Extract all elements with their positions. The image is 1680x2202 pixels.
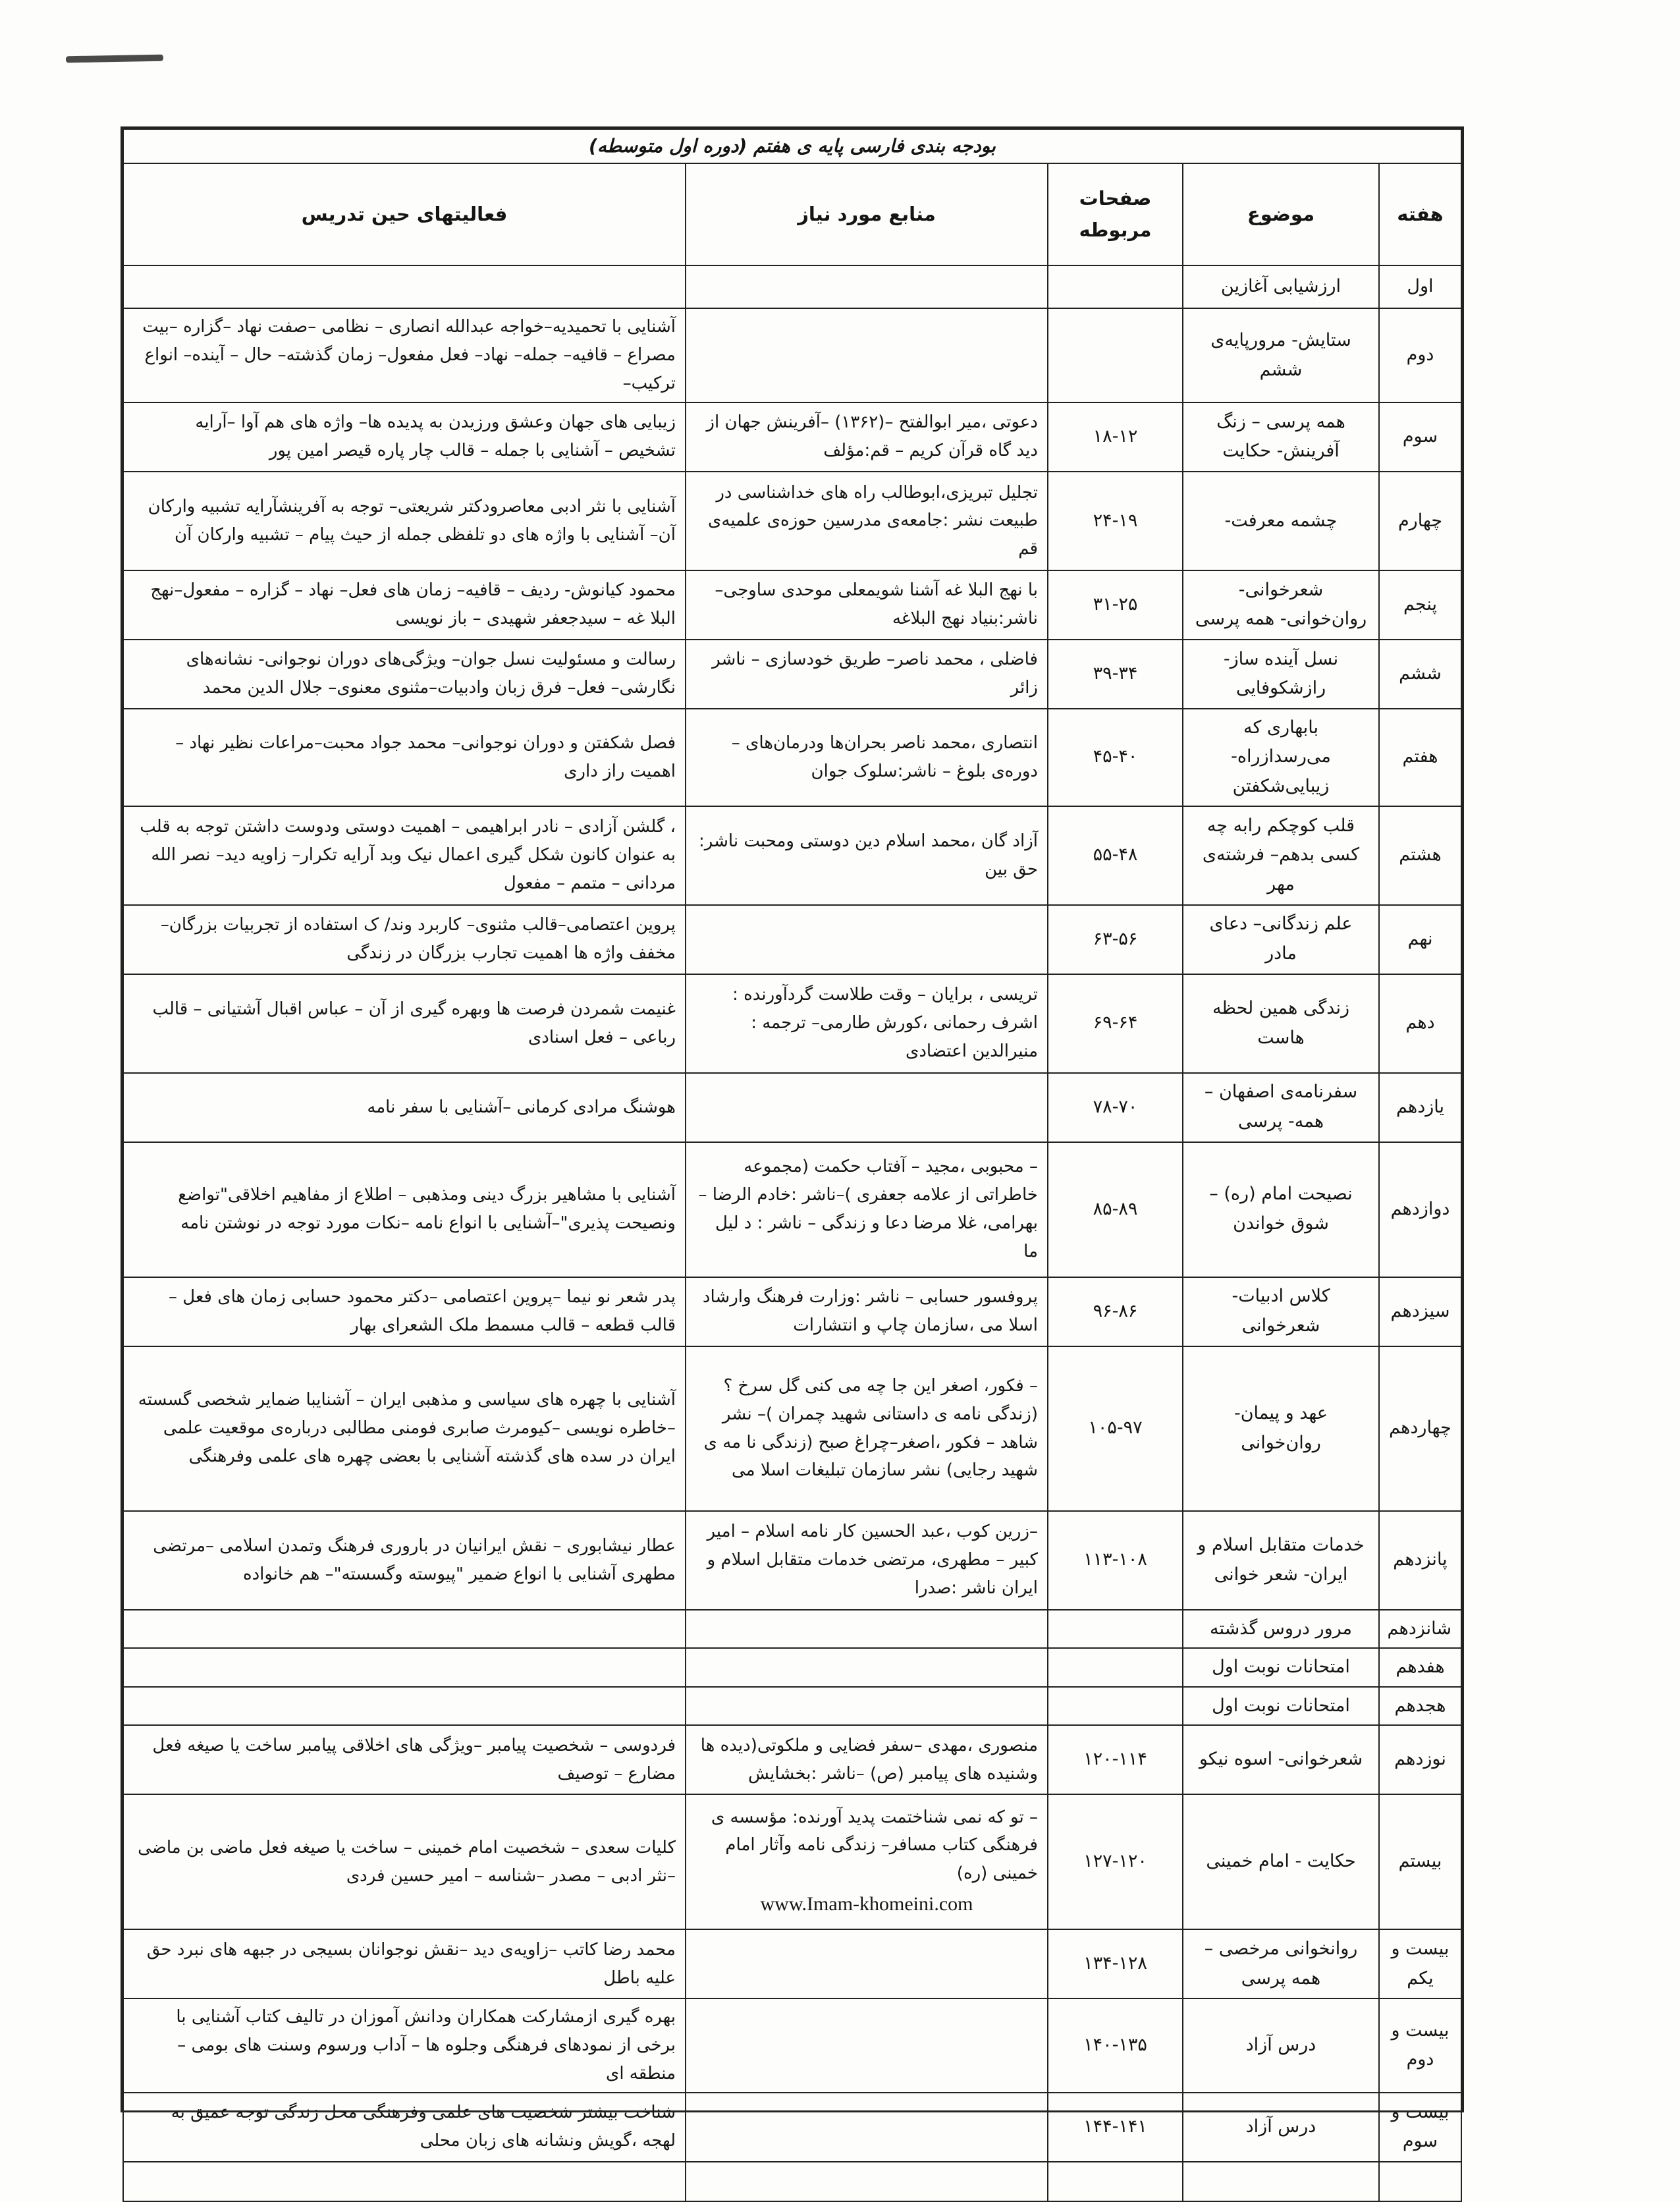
week-cell-text: ششم [1399,663,1442,684]
topic-cell-text: ستایش- مرورپایه‌ی ششم [1210,329,1351,380]
activities-cell-text: آشنایی با نثر ادبی معاصرودکتر شریعتی– توجه به آفرینشآرایه تشبیه وارکان آن– آشنایی با واژه های دو تلفظی جمله از حیث پیام – تشبیه وارکان آن [148,496,676,545]
topic-cell [1183,974,1379,1073]
activities-cell-text: عطار نیشابوری – نقش ایرانیان در باروری فرهنگ وتمدن اسلامی –مرتضی مطهری آشنایی با انواع ضمیر "پیوسته وگسسته"– هم خانواده [153,1535,676,1584]
sources-cell [686,806,1048,905]
sources-cell [686,2093,1048,2162]
week-cell [1379,570,1461,640]
table-row [123,1794,1461,1929]
sources-cell-text: –زرین کوب ،عبد الحسین کار نامه اسلام – امیر کبیر – مطهری، مرتضی خدمات متقابل اسلام و ایران ناشر :صدرا [707,1522,1038,1598]
week-cell [1379,806,1461,905]
sources-cell [686,1346,1048,1511]
week-cell [1379,2093,1461,2162]
week-cell [1379,974,1461,1073]
activities-cell [123,1511,686,1610]
topic-cell-text: ارزشیابی آغازین [1220,276,1341,297]
header-row [123,163,1461,265]
table-row [123,1511,1461,1610]
topic-cell [1183,402,1379,472]
header-sources: منابع مورد نیاز [686,163,1048,265]
sources-cell-text: دعوتی ،میر ابوالفتح –(۱۳۶۲) –آفرینش جهان از دید گاه قرآن کریم – قم:مؤلف [706,412,1038,461]
sources-cell [686,1511,1048,1610]
table-row [123,472,1461,570]
sources-cell-text: – فکور، اصغر این جا چه می کنی گل سرخ ؟ (زندگی نامه ی داستانی شهید چمران )– نشر شاهد – فکور ،اصغر–چراغ صبح (زندگی نا مه ی شهید رجایی) نشر سازمان تبلیغات اسلا می [703,1375,1038,1481]
budget-table [122,128,1462,2202]
week-cell-text: پانزدهم [1393,1549,1448,1570]
sources-cell-text: تریسی ، برایان – وقت طلاست گردآورنده : اشرف رحمانی ،کورش طارمی– ترجمه : منیرالدین اعتضادی [732,985,1038,1061]
topic-cell [1183,472,1379,570]
topic-cell [1183,1346,1379,1511]
pages-cell [1048,1346,1183,1511]
week-cell [1379,2162,1461,2201]
sources-cell [686,472,1048,570]
week-cell [1379,308,1461,402]
week-cell-text: سوم [1402,426,1438,447]
sources-cell-text: تجلیل تبریزی،ابوطالب راه های خداشناسی در طبیعت نشر :جامعه‌ی مدرسین حوزه‌ی علمیه‌ی قم [708,482,1038,559]
activities-cell [123,1998,686,2093]
sources-cell [686,265,1048,308]
sources-cell [686,709,1048,806]
week-cell-text: دوم [1406,344,1434,366]
activities-cell [123,1687,686,1726]
header-pages: صفحات مربوطه [1048,163,1183,265]
activities-cell-text: کلیات سعدی – شخصیت امام خمینی – ساخت یا صیغه فعل ماضی بن ماضی –نثر ادبی – مصدر –شناسه – امیر حسین فردی [138,1837,676,1886]
activities-cell-text: آشنایی با مشاهیر بزرگ دینی ومذهبی – اطلاع از مفاهیم اخلاقی"تواضع ونصیحت پذیری"–آشنایی با انواع نامه –نکات مورد توجه در نوشتن نامه [178,1185,676,1233]
pages-cell [1048,308,1183,402]
activities-cell [123,1794,686,1929]
pages-cell-text: ۱۲۰-۱۱۴ [1083,1749,1147,1770]
topic-cell-text: زندگی همین لحظه هاست [1212,997,1350,1048]
week-cell [1379,265,1461,308]
topic-cell-text: خدمات متقابل اسلام و ایران- شعر خوانی [1197,1534,1365,1585]
pages-cell-text: ۵۵-۴۸ [1093,844,1138,866]
topic-cell [1183,1929,1379,1998]
table-title: بودجه بندی فارسی پایه ی هفتم (دوره اول متوسطه) [123,129,1461,163]
activities-cell [123,1725,686,1794]
pages-cell [1048,1687,1183,1726]
activities-cell [123,1346,686,1511]
topic-cell-text: شعرخوانی- روان‌خوانی- همه پرسی [1195,579,1367,630]
activities-cell [123,806,686,905]
week-cell [1379,1610,1461,1649]
topic-cell [1183,905,1379,974]
week-cell [1379,1794,1461,1929]
sources-cell [686,1794,1048,1929]
pages-cell [1048,974,1183,1073]
sources-cell [686,308,1048,402]
pages-cell-text: ۱۱۳-۱۰۸ [1083,1549,1147,1570]
pages-cell-text: ۳۹-۳۴ [1093,663,1138,684]
week-cell-text: هشتم [1399,844,1442,866]
sources-cell-text: با نهج البلا غه آشنا شویمعلی موحدی ساوجی– ناشر:بنیاد نهج البلاغه [715,580,1038,629]
pages-cell [1048,472,1183,570]
table-row [123,640,1461,709]
activities-cell [123,640,686,709]
sources-cell-text: پروفسور حسابی – ناشر :وزارت فرهنگ وارشاد اسلا می ،سازمان چاپ و انتشارات [702,1287,1038,1335]
activities-cell-text: غنیمت شمردن فرصت ها وبهره گیری از آن – عباس اقبال آشتیانی – قالب رباعی – فعل اسنادی [152,999,676,1047]
week-cell-text: بیست و دوم [1391,2020,1450,2070]
activities-cell [123,265,686,308]
week-cell-text: هفدهم [1395,1657,1445,1678]
activities-cell [123,308,686,402]
topic-cell [1183,2162,1379,2201]
table-row [123,265,1461,308]
pages-cell-text: ۱۴۴-۱۴۱ [1083,2116,1147,2137]
topic-cell-text: علم زندگانی– دعای مادر [1209,914,1353,964]
pages-cell [1048,1725,1183,1794]
activities-cell [123,570,686,640]
sources-cell [686,570,1048,640]
table-row [123,1346,1461,1511]
pages-cell-text: ۷۸-۷۰ [1093,1096,1138,1117]
activities-cell-text: ، گلشن آزادی – نادر ابراهیمی – اهمیت دوستی ودوست داشتن توجه به قلب به عنوان کانون شکل گیری اعمال نیک وبد آرایه تکرار– زاویه دید– نصر الله مردانی – متمم – مفعول [140,817,676,893]
table-row [123,1610,1461,1649]
week-cell-text: هفتم [1402,746,1438,767]
week-cell-text: شانزدهم [1387,1618,1451,1639]
activities-cell [123,1929,686,1998]
week-cell [1379,905,1461,974]
week-cell-text: بیستم [1398,1851,1442,1872]
topic-cell [1183,1142,1379,1277]
sources-cell [686,640,1048,709]
topic-cell-text: بابهاری که می‌رسدازراه- زیبایی‌شکفتن [1231,717,1331,796]
topic-cell-text: سفرنامه‌ی اصفهان – همه- پرسی [1204,1082,1358,1132]
table-row [123,1073,1461,1142]
topic-cell [1183,1511,1379,1610]
sources-cell [686,1929,1048,1998]
activities-cell-text: فصل شکفتن و دوران نوجوانی– محمد جواد محبت–مراعات نظیر نهاد – اهمیت راز داری [175,732,676,781]
week-cell-text: بیست و یکم [1391,1939,1450,1989]
table-row [123,1687,1461,1726]
topic-cell [1183,1648,1379,1687]
table-row [123,1277,1461,1346]
topic-cell-text: امتحانات نوبت اول [1212,1657,1350,1678]
header-week: هفته [1379,163,1461,265]
topic-cell-text: درس آزاد [1245,2035,1316,2056]
week-cell-text: سیزدهم [1390,1300,1450,1321]
topic-cell-text: چشمه معرفت- [1224,510,1338,531]
table-row [123,806,1461,905]
sources-cell [686,1277,1048,1346]
sources-cell-text: آزاد گان ،محمد اسلام دین دوستی ومحبت ناشر: حق بین [699,831,1038,879]
pages-cell-text: ۱۳۴-۱۲۸ [1083,1953,1147,1974]
sources-cell-text: منصوری ،مهدی –سفر فضایی و ملکوتی(دیده ها وشنیده های پیامبر (ص) –ناشر :بخشایش [700,1735,1038,1784]
title-row [123,129,1461,163]
header-activities: فعالیتهای حین تدریس [123,163,686,265]
week-cell [1379,709,1461,806]
sources-cell [686,1142,1048,1277]
table-row [123,709,1461,806]
topic-cell [1183,308,1379,402]
pages-cell-text: ۹۶-۸۶ [1093,1300,1138,1321]
pages-cell-text: ۶۳-۵۶ [1093,928,1138,949]
week-cell [1379,1929,1461,1998]
week-cell-text: پنجم [1403,594,1438,615]
table-row [123,2162,1461,2201]
week-cell [1379,1277,1461,1346]
topic-cell [1183,1998,1379,2093]
week-cell [1379,1687,1461,1726]
pages-cell [1048,1929,1183,1998]
week-cell [1379,640,1461,709]
table-row [123,1648,1461,1687]
pages-cell-text: ۱۸-۱۲ [1093,426,1138,447]
pages-cell-text: ۸۵-۸۹ [1093,1198,1138,1219]
activities-cell-text: آشنایی با تحمیدیه–خواجه عبدالله انصاری – نظامی –صفت نهاد –گزاره –بیت مصراع – قافیه– جمله– نهاد– فعل مفعول– زمان گذشته– حال – آینده– انواع ترکیب– [142,317,676,393]
pages-cell [1048,1277,1183,1346]
topic-cell-text: روانخوانی مرخصی – همه پرسی [1204,1939,1358,1989]
topic-cell-text: شعرخوانی- اسوه نیکو [1199,1749,1363,1770]
pages-cell [1048,2093,1183,2162]
topic-cell [1183,570,1379,640]
pages-cell [1048,1073,1183,1142]
pages-cell-text: ۱۴۰-۱۳۵ [1083,2035,1147,2056]
activities-cell [123,974,686,1073]
sources-cell [686,402,1048,472]
week-cell [1379,1142,1461,1277]
topic-cell-text: امتحانات نوبت اول [1212,1695,1350,1716]
scan-mark [66,55,163,63]
topic-cell [1183,1725,1379,1794]
activities-cell-text: بهره گیری ازمشارکت همکاران ودانش آموزان در تالیف کتاب آشنایی با برخی از نمودهای فرهنگی وجلوه ها – آداب ورسوم وسنت های بومی – منطقه ای [176,2007,676,2083]
activities-cell-text: رسالت و مسئولیت نسل جوان– ویژگی‌های دوران نوجوانی- نشانه‌های نگارشی– فعل– فرق زبان وادبیات–مثنوی معنوی– جلال الدین محمد [186,649,676,698]
week-cell [1379,1511,1461,1610]
activities-cell [123,1277,686,1346]
activities-cell [123,1648,686,1687]
activities-cell [123,1073,686,1142]
table-row [123,2093,1461,2162]
week-cell-text: دوازدهم [1390,1198,1450,1219]
week-cell-text: نوزدهم [1394,1749,1446,1770]
table-row [123,1998,1461,2093]
activities-cell-text: زیبایی های جهان وعشق ورزیدن به پدیده ها– واژه های هم آوا –آرایه تشخیص – آشنایی با جمله – قالب چار پاره قیصر امین پور [195,412,676,461]
table-row [123,905,1461,974]
week-cell [1379,1998,1461,2093]
week-cell [1379,472,1461,570]
pages-cell [1048,570,1183,640]
table-row [123,308,1461,402]
activities-cell-text: شناخت بیشتر شخصیت های علمی وفرهنگی محل زندگی توجه عمیق به لهجه ،گویش ونشانه های زبان محلی [171,2103,676,2151]
pages-cell [1048,402,1183,472]
sources-cell-text: – محبوبی ،مجید – آفتاب حکمت (مجموعه خاطراتی از علامه جعفری )–ناشر :خادم الرضا –بهرامی، غلا مرضا دعا و زندگی – ناشر : د لیل ما [698,1157,1038,1261]
topic-cell [1183,1073,1379,1142]
activities-cell [123,905,686,974]
activities-cell [123,472,686,570]
activities-cell-text: فردوسی – شخصیت پیامبر –ویژگی های اخلاقی پیامبر ساخت یا صیغه فعل مضارع – توصیف [152,1735,676,1784]
pages-cell [1048,1610,1183,1649]
activities-cell-text: پروین اعتصامی–قالب مثنوی– کاربرد وند/ ک استفاده از تجربیات بزرگان– مخفف واژه ها اهمیت تجارب بزرگان در زندگی [160,915,676,963]
pages-cell-text: ۳۱-۲۵ [1093,594,1138,615]
pages-cell [1048,2162,1183,2201]
pages-cell [1048,1794,1183,1929]
topic-cell-text: عهد و پیمان- روان‌خوانی [1233,1402,1328,1453]
activities-cell-text: پدر شعر نو نیما –پروین اعتصامی –دکتر محمود حسابی زمان های فعل – قالب قطعه – قالب مسمط ملک الشعرای بهار [169,1287,676,1335]
topic-cell [1183,806,1379,905]
topic-cell-text: حکایت - امام خمینی [1206,1851,1356,1872]
pages-cell [1048,640,1183,709]
sources-cell [686,1725,1048,1794]
topic-cell [1183,1794,1379,1929]
sources-cell [686,1648,1048,1687]
topic-cell-text: مرور دروس گذشته [1210,1618,1352,1639]
table-row [123,1725,1461,1794]
topic-cell-text: قلب کوچکم رابه چه کسی بدهم– فرشته‌ی مهر [1202,815,1360,895]
table-row [123,1929,1461,1998]
header-topic: موضوع [1183,163,1379,265]
activities-cell-text: هوشنگ مرادی کرمانی –آشنایی با سفر نامه [367,1097,676,1117]
sources-cell [686,974,1048,1073]
pages-cell [1048,1511,1183,1610]
week-cell [1379,1648,1461,1687]
budget-table-frame [121,126,1464,2152]
activities-cell [123,1142,686,1277]
activities-cell [123,402,686,472]
sources-cell-text: انتصاری ،محمد ناصر بحران‌ها ودرمان‌های – دوره‌ی بلوغ – ناشر:سلوک جوان [731,732,1038,781]
sources-cell [686,905,1048,974]
topic-cell [1183,1687,1379,1726]
week-cell-text: دهم [1405,1012,1435,1033]
week-cell [1379,402,1461,472]
topic-cell-text: درس آزاد [1245,2116,1316,2137]
week-cell-text: هجدهم [1394,1695,1446,1716]
week-cell-text: یازدهم [1395,1096,1444,1117]
sources-cell [686,1687,1048,1726]
topic-cell-text: کلاس ادبیات- شعرخوانی [1232,1286,1330,1336]
week-cell-text: بیست و سوم [1391,2101,1450,2152]
topic-cell [1183,265,1379,308]
pages-cell [1048,1648,1183,1687]
pages-cell [1048,806,1183,905]
activities-cell [123,2162,686,2201]
topic-cell [1183,709,1379,806]
sources-cell [686,1073,1048,1142]
activities-cell [123,2093,686,2162]
table-row [123,974,1461,1073]
pages-cell-text: ۶۹-۶۴ [1093,1012,1138,1033]
pages-cell [1048,265,1183,308]
pages-cell-text: ۴۵-۴۰ [1093,746,1138,767]
topic-cell [1183,640,1379,709]
topic-cell-text: نصیحت امام (ره) – شوق خواندن [1209,1184,1353,1234]
week-cell-text: اول [1407,276,1434,297]
week-cell-text: چهاردهم [1389,1418,1451,1439]
pages-cell [1048,709,1183,806]
table-row [123,402,1461,472]
website-url: www.Imam-khomeini.com [760,1893,973,1915]
table-row [123,1142,1461,1277]
sources-cell [686,2162,1048,2201]
table-row [123,570,1461,640]
week-cell-text: نهم [1407,928,1433,949]
topic-cell [1183,2093,1379,2162]
pages-cell-text: ۱۰۵-۹۷ [1088,1418,1143,1439]
topic-cell [1183,1610,1379,1649]
week-cell [1379,1346,1461,1511]
pages-cell-text: ۱۲۷-۱۲۰ [1083,1851,1147,1872]
topic-cell-text: نسل آینده ساز- رازشکوفایی [1223,648,1339,699]
topic-cell [1183,1277,1379,1346]
week-cell-text: چهارم [1397,510,1443,531]
sources-cell-text: – تو که نمی شناختمت پدید آورنده: مؤسسه ی فرهنگی کتاب مسافر– زندگی نامه وآثار امام خمینی (ره) [711,1807,1038,1884]
pages-cell [1048,1998,1183,2093]
activities-cell-text: محمود کیانوش- ردیف – قافیه– زمان های فعل– نهاد – گزاره – مفعول–نهج البلا غه – سیدجعفر شهیدی – باز نویسی [150,580,676,629]
activities-cell [123,1610,686,1649]
activities-cell [123,709,686,806]
sources-cell [686,1610,1048,1649]
sources-cell [686,1998,1048,2093]
week-cell [1379,1073,1461,1142]
pages-cell [1048,1142,1183,1277]
pages-cell [1048,905,1183,974]
activities-cell-text: محمد رضا کاتب –زاویه‌ی دید –نقش نوجوانان بسیجی در جبهه های نبرد حق علیه باطل [146,1939,676,1988]
activities-cell-text: آشنایی با چهره های سیاسی و مذهبی ایران – آشنایبا ضمایر شخصی گسسته –خاطره نویسی –کیومرث صابری فومنی مطالبی درباره‌ی موقعیت علمی ایران در سده های گذشته آشنایی با بعضی چهره های علمی وفرهنگی [138,1390,676,1466]
week-cell [1379,1725,1461,1794]
topic-cell-text: همه پرسی – زنگ آفرینش- حکایت [1216,411,1345,462]
pages-cell-text: ۲۴-۱۹ [1093,510,1138,531]
sources-cell-text: فاضلی ، محمد ناصر– طریق خودسازی – ناشر زائر [712,649,1038,698]
